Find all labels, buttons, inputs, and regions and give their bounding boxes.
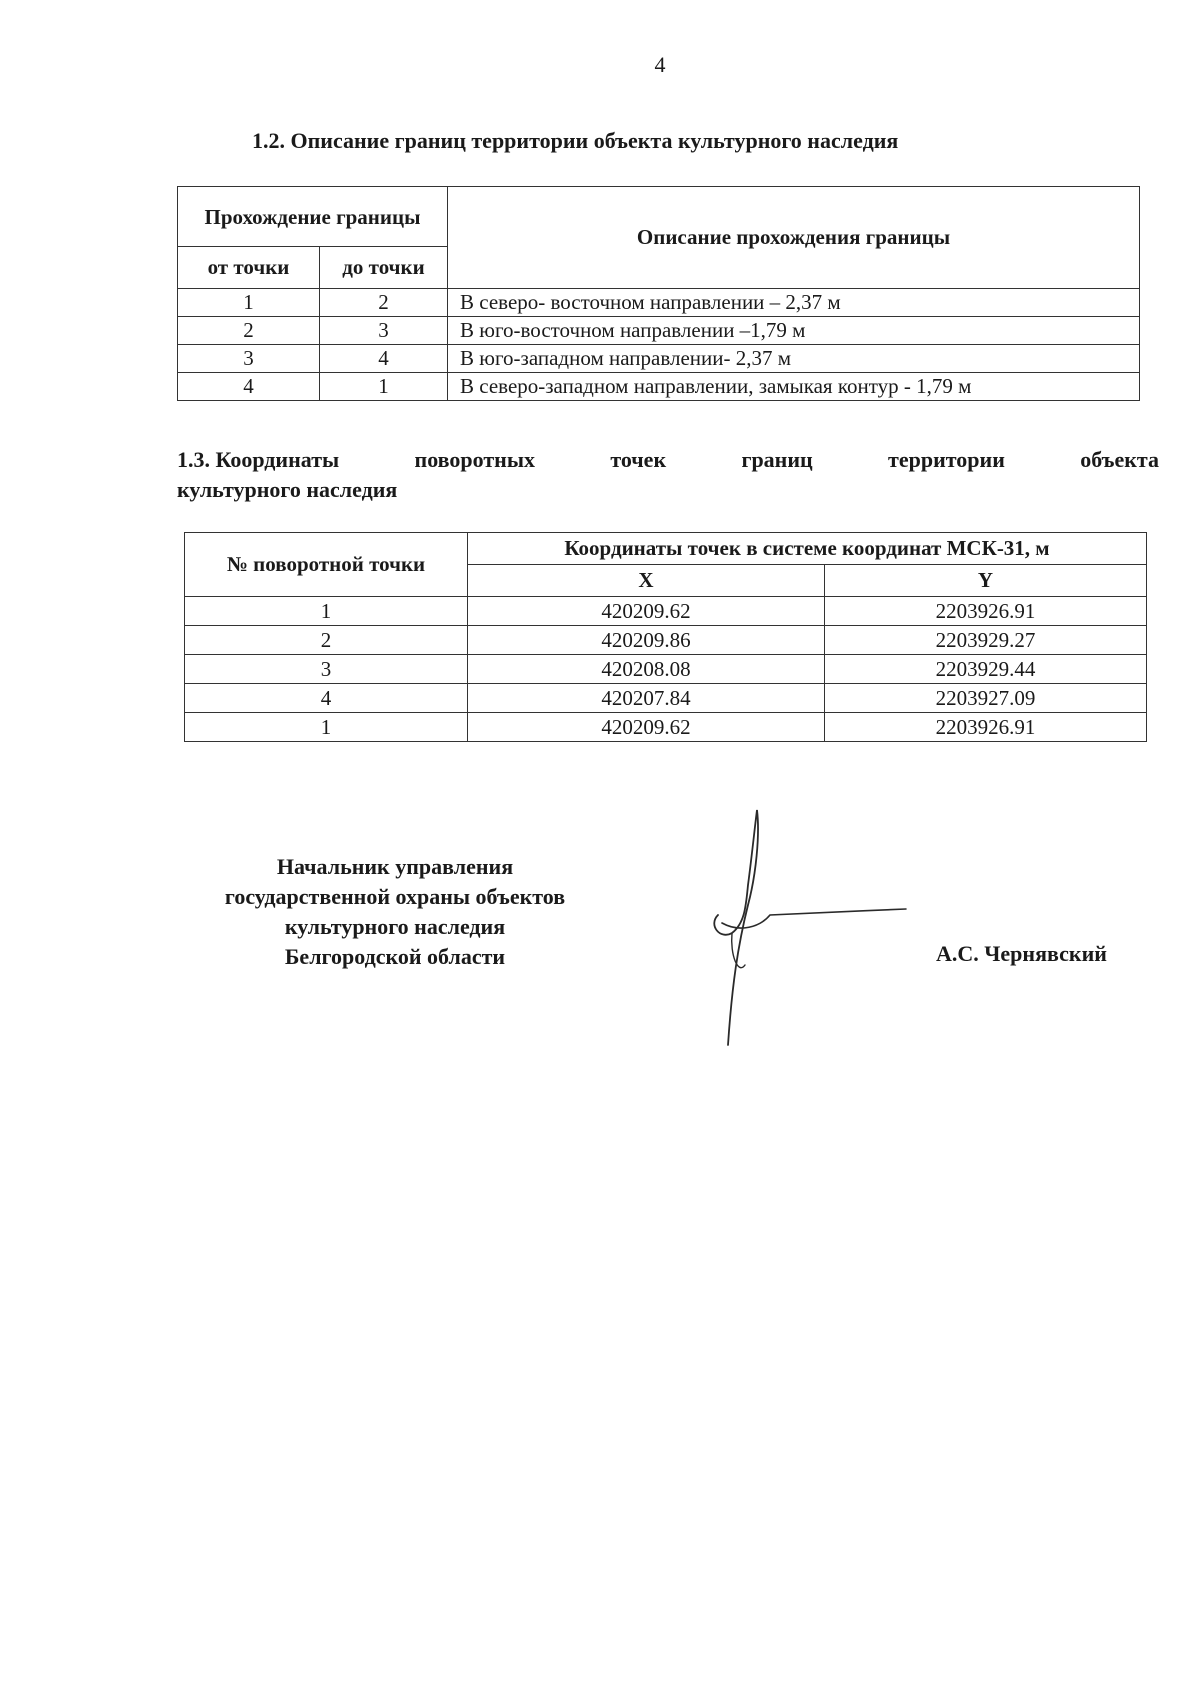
x-coordinate-cell: 420209.62: [468, 713, 825, 742]
table-row: [178, 345, 1140, 373]
position-line: государственной охраны объектов: [224, 884, 566, 909]
description-cell: В юго-восточном направлении –1,79 м: [448, 317, 1140, 345]
point-number-cell: 3: [185, 655, 468, 684]
point-number-cell: 1: [185, 713, 468, 742]
y-coordinate-cell: 2203929.44: [825, 655, 1147, 684]
to-point-cell: 2: [320, 289, 448, 317]
description-cell: В северо- восточном направлении – 2,37 м: [448, 289, 1140, 317]
y-coordinate-cell: 2203929.27: [825, 626, 1147, 655]
title-word: территории: [888, 447, 1005, 472]
header-point-number: № поворотной точки: [185, 533, 468, 597]
to-point-cell: 4: [320, 345, 448, 373]
to-point-cell: 1: [320, 373, 448, 401]
header-to-point: до точки: [320, 247, 448, 289]
position-line: культурного наследия: [284, 914, 506, 939]
description-cell: В юго-западном направлении- 2,37 м: [448, 345, 1140, 373]
title-word: поворотных: [414, 447, 535, 472]
x-coordinate-cell: 420209.62: [468, 597, 825, 626]
title-word: 1.3. Координаты: [177, 447, 340, 472]
from-point-cell: 1: [178, 289, 320, 317]
boundary-description-table: [177, 186, 1140, 401]
to-point-cell: 3: [320, 317, 448, 345]
title-line-2: культурного наследия: [177, 477, 398, 502]
header-y: Y: [825, 565, 1147, 597]
position-line: Начальник управления: [276, 854, 514, 879]
table-row: [185, 626, 1147, 655]
header-coordinates: Координаты точек в системе координат МСК-31, м: [468, 533, 1147, 565]
section-title-boundary-description: 1.2. Описание границ территории объекта культурного наследия: [252, 128, 899, 153]
section-title-coordinates: [177, 445, 1159, 505]
title-word: объекта: [1080, 447, 1159, 472]
table-row: [185, 684, 1147, 713]
header-from-point: от точки: [178, 247, 320, 289]
table-row: [178, 317, 1140, 345]
title-word: границ: [741, 447, 813, 472]
description-cell: В северо-западном направлении, замыкая контур - 1,79 м: [448, 373, 1140, 401]
y-coordinate-cell: 2203926.91: [825, 713, 1147, 742]
header-x: X: [468, 565, 825, 597]
point-number-cell: 2: [185, 626, 468, 655]
from-point-cell: 3: [178, 345, 320, 373]
table-row: [185, 655, 1147, 684]
table-row: [178, 289, 1140, 317]
signer-name: А.С. Чернявский: [936, 941, 1107, 966]
y-coordinate-cell: 2203926.91: [825, 597, 1147, 626]
table-row: [178, 373, 1140, 401]
title-word: точек: [610, 447, 667, 472]
y-coordinate-cell: 2203927.09: [825, 684, 1147, 713]
header-boundary-passage: Прохождение границы: [178, 187, 448, 247]
table-row: [185, 597, 1147, 626]
point-number-cell: 4: [185, 684, 468, 713]
x-coordinate-cell: 420209.86: [468, 626, 825, 655]
x-coordinate-cell: 420208.08: [468, 655, 825, 684]
point-number-cell: 1: [185, 597, 468, 626]
page-number: 4: [654, 52, 666, 77]
table-row: [185, 713, 1147, 742]
from-point-cell: 2: [178, 317, 320, 345]
handwritten-signature: [660, 805, 920, 1050]
coordinates-table: [184, 532, 1147, 742]
header-boundary-description: Описание прохождения границы: [448, 187, 1140, 289]
signer-position: [170, 852, 620, 972]
x-coordinate-cell: 420207.84: [468, 684, 825, 713]
from-point-cell: 4: [178, 373, 320, 401]
position-line: Белгородской области: [284, 944, 506, 969]
